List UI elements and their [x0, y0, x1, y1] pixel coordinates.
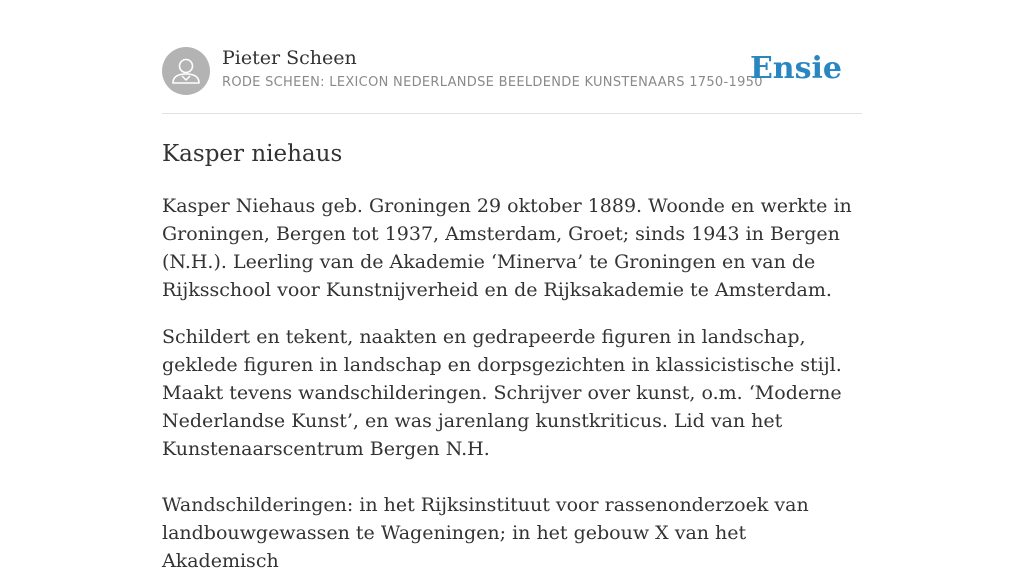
- paragraph-1: Kasper Niehaus geb. Groningen 29 oktober 1889. Woonde en werkte in Groningen, Bergen tot 1937, Amsterdam, Groet; sinds 1943 in Bergen (N.H.). Leerling van de Akademie ‘Minerva’ te Groningen en van de Rijksschool voor Kunstnijverheid en de Rijksakademie te Amsterdam.: [162, 195, 852, 301]
- article-header: [162, 47, 862, 114]
- brand-logo[interactable]: Ensie: [749, 51, 842, 86]
- user-icon: [162, 47, 210, 95]
- source-label[interactable]: RODE SCHEEN: LEXICON NEDERLANDSE BEELDENDE KUNSTENAARS 1750-1950: [222, 75, 763, 90]
- author-avatar[interactable]: [162, 47, 210, 95]
- paragraph-2: Schildert en tekent, naakten en gedrapeerde figuren in landschap, geklede figuren in landschap en dorpsgezichten in klassicistische stijl. Maakt tevens wandschilderingen. Schrijver over kunst, o.m. ‘Moderne Nederlandse Kunst’, en was jarenlang kunstkriticus. Lid van het Kunstenaarscentrum Bergen N.H.: [162, 326, 842, 460]
- paragraph-3: Wandschilderingen: in het Rijksinstituut voor rassenonderzoek van landbouwgewassen te Wageningen; in het gebouw X van het Akademisch: [162, 494, 809, 572]
- page: [162, 0, 862, 575]
- author-name[interactable]: Pieter Scheen: [222, 47, 357, 69]
- article-body: [162, 192, 862, 575]
- article-title: Kasper niehaus: [162, 141, 343, 167]
